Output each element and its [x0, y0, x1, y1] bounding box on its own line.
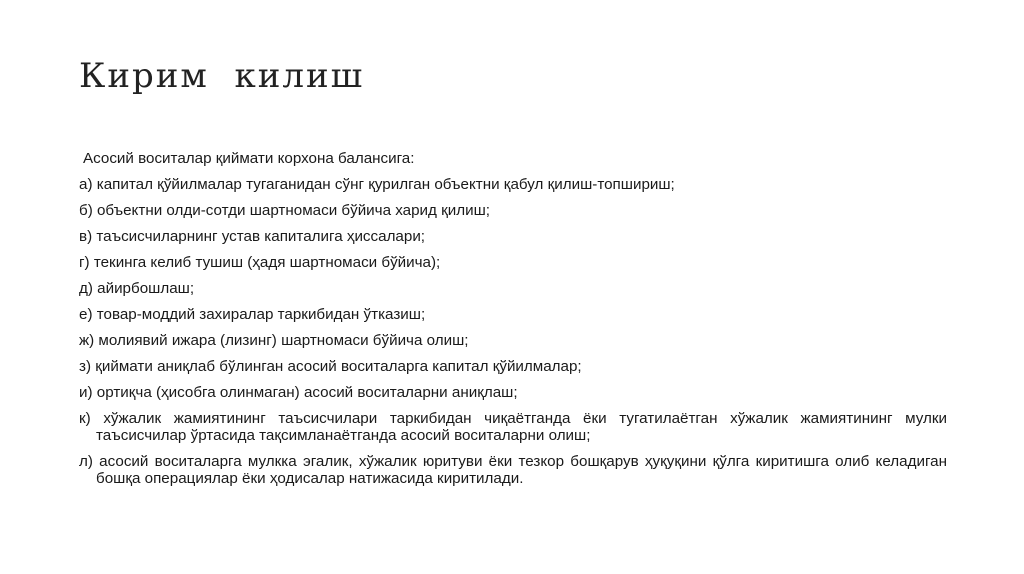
list-item-z: з) қиймати аниқлаб бўлинган асосий воситаларга капитал қўйилмалар; [79, 358, 582, 375]
list-item-zh: ж) молиявий ижара (лизинг) шартномаси бўйича олиш; [79, 332, 469, 349]
list-item-i: и) ортиқча (ҳисобга олинмаган) асосий воситаларни аниқлаш; [79, 384, 518, 401]
list-item-e: е) товар-моддий захиралар таркибидан ўтказиш; [79, 306, 426, 323]
intro-text: Асосий воситалар қиймати корхона балансига: [83, 150, 415, 167]
list-item-v: в) таъсисчиларнинг устав капиталига ҳиссалари; [79, 228, 426, 245]
slide-body [79, 150, 947, 496]
list-item-l: л) асосий воситаларга мулкка эгалик, хўжалик юритуви ёки тезкор бошқарув ҳуқуқини қўлга киритишга олиб келадиган бошқа операциялар ёки ҳодисалар натижасида киритилади. [79, 453, 947, 487]
slide-title: Кирим килиш [79, 56, 365, 96]
list-item-b: б) объектни олди-сотди шартномаси бўйича харид қилиш; [79, 202, 491, 219]
list-item-g: г) текинга келиб тушиш (ҳадя шартномаси бўйича); [79, 254, 441, 271]
list-item-k: к) хўжалик жамиятининг таъсисчилари таркибидан чиқаётганда ёки тугатилаётган хўжалик жамиятининг мулки таъсисчилар ўртасида тақсимланаётганда асосий воситаларни олиш; [79, 410, 947, 444]
list-item-d: д) айирбошлаш; [79, 280, 195, 297]
list-item-a: а) капитал қўйилмалар тугаганидан сўнг қурилган объектни қабул қилиш-топшириш; [79, 176, 675, 193]
